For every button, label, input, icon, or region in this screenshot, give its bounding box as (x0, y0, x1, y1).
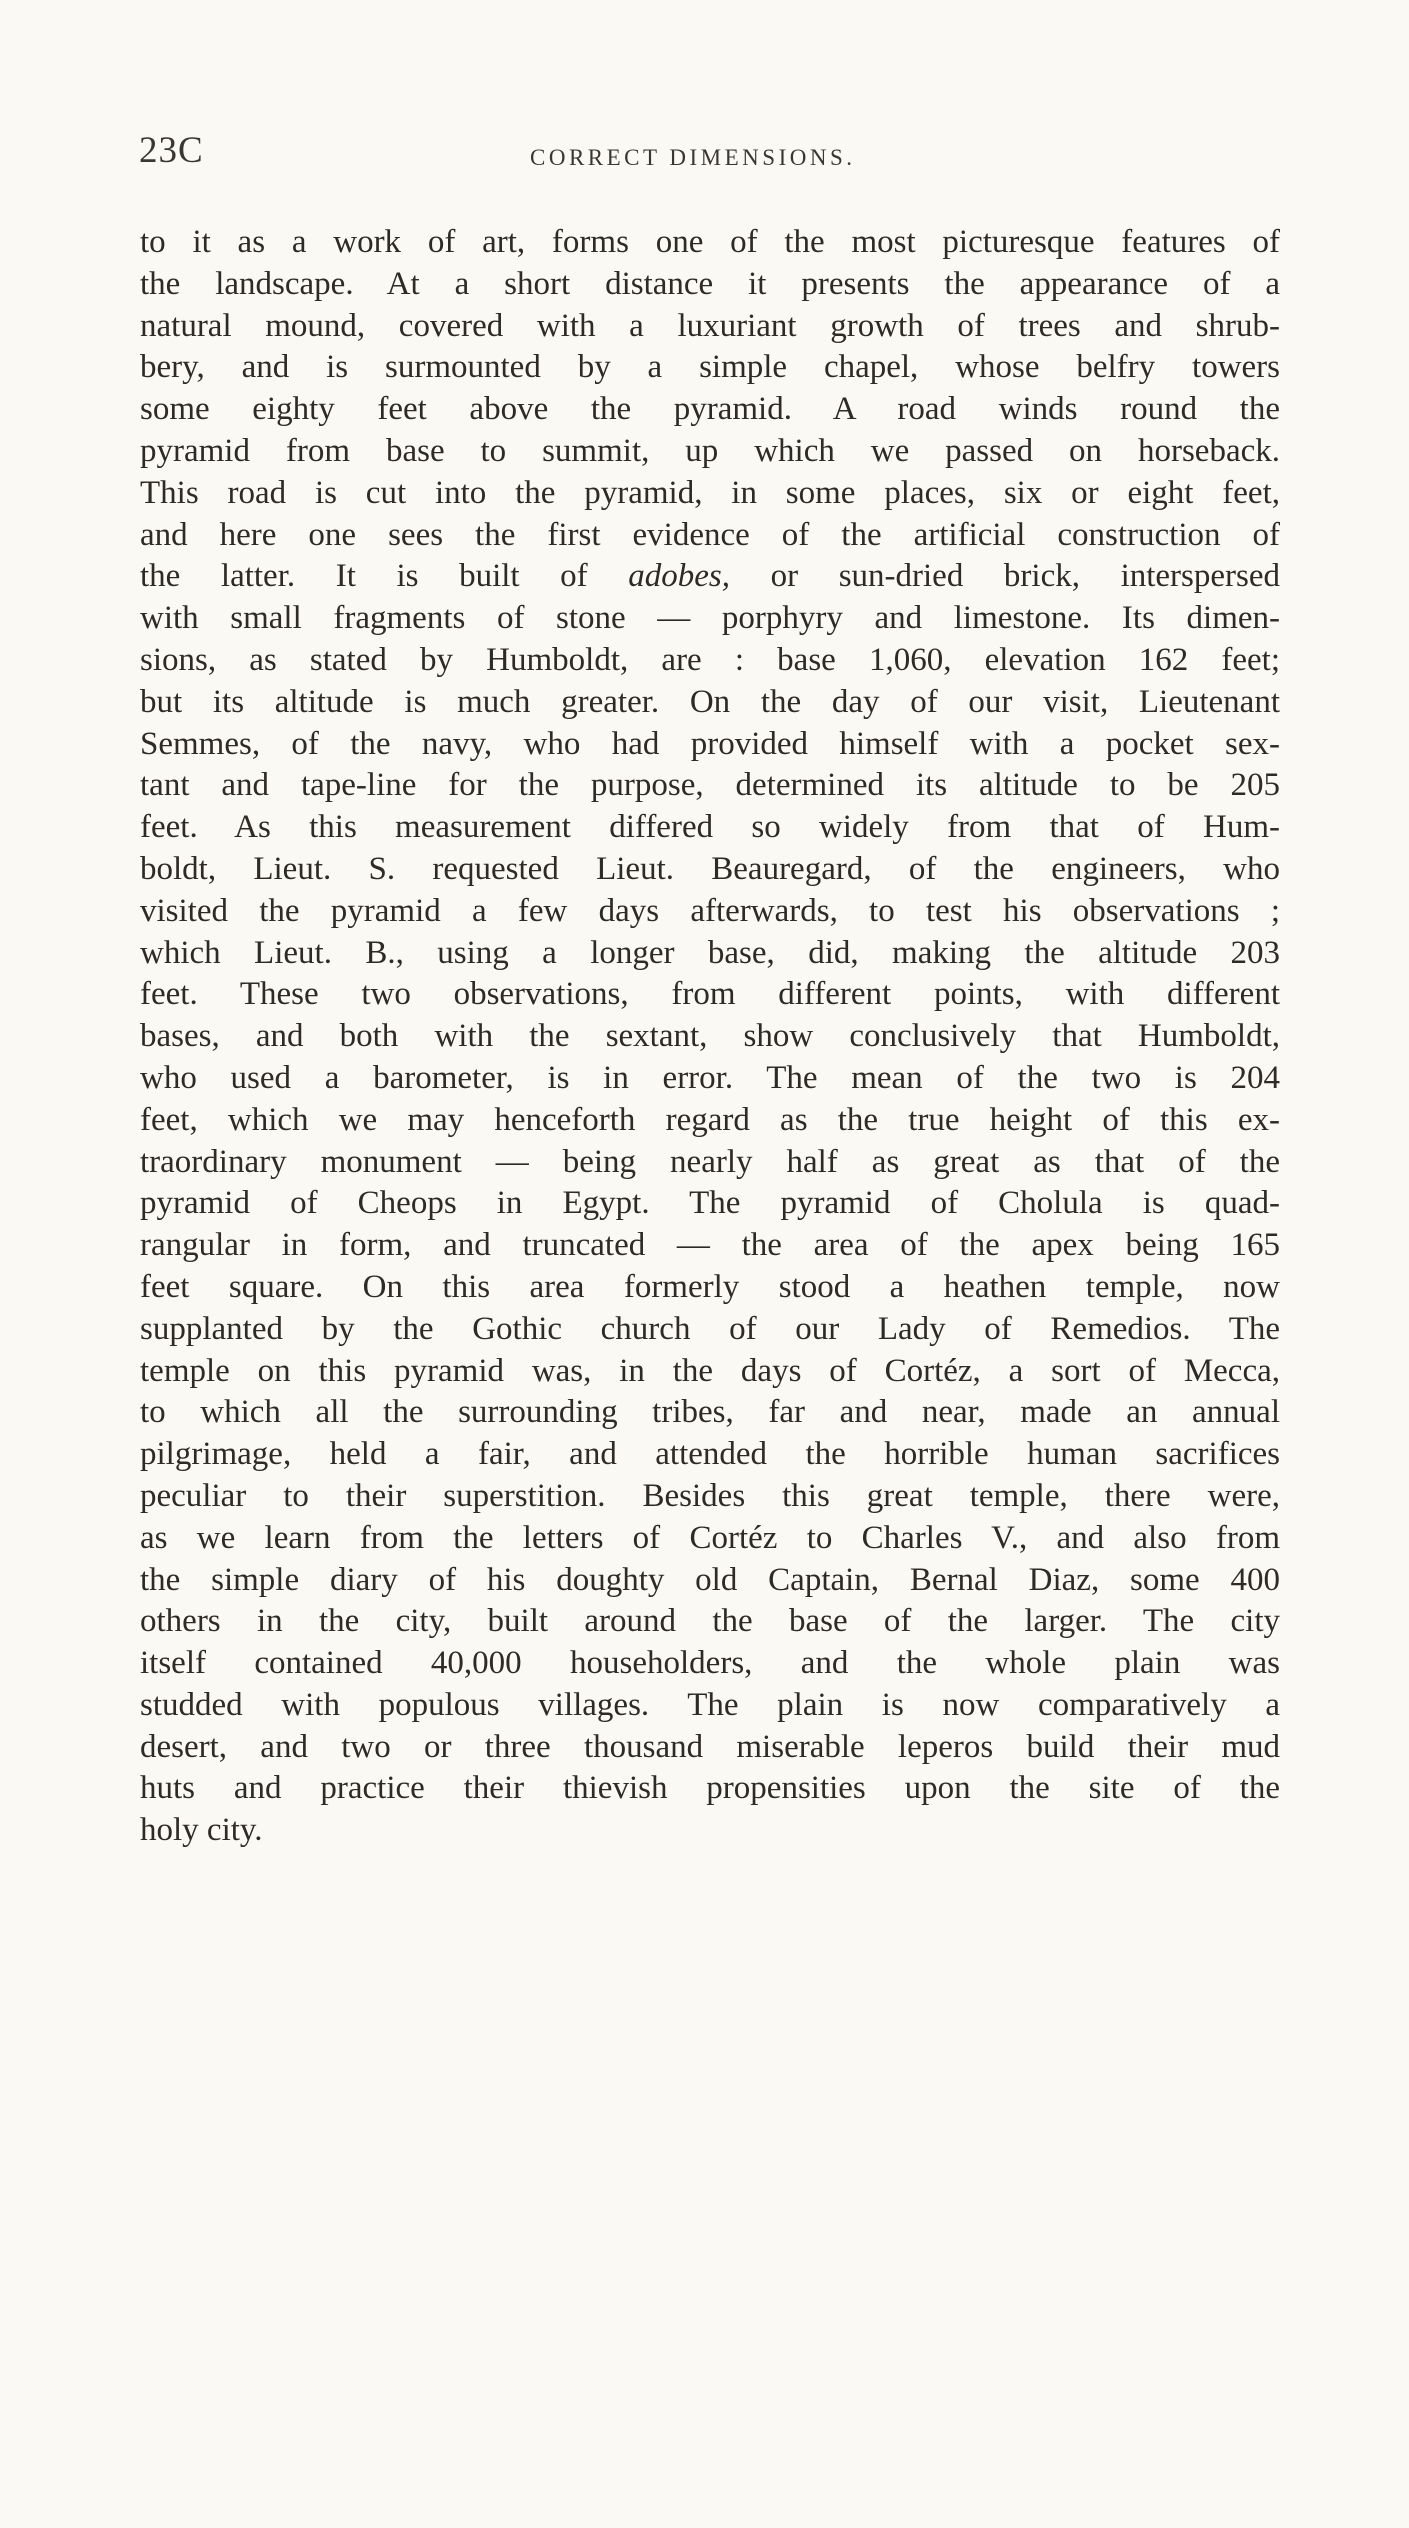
text-line: the landscape. At a short distance it presents the appearance of a (140, 265, 1280, 302)
text-line: but its altitude is much greater. On the day of our visit, Lieutenant (140, 683, 1280, 720)
page-number: 23C (139, 130, 204, 171)
text-line: tant and tape-line for the purpose, determined its altitude to be 205 (140, 767, 1280, 804)
running-title: CORRECT DIMENSIONS. (530, 145, 856, 170)
text-line: pyramid from base to summit, up which we passed on horseback. (140, 432, 1280, 469)
text-line: to which all the surrounding tribes, far and near, made an annual (140, 1394, 1280, 1431)
text-line: studded with populous villages. The plain is now comparatively a (140, 1686, 1280, 1723)
text-line-final: holy city. (140, 1812, 263, 1849)
text-line: feet square. On this area formerly stood a heathen temple, now (140, 1268, 1280, 1305)
text-line: to it as a work of art, forms one of the most picturesque features of (140, 224, 1280, 260)
text-line: feet. As this measurement differed so widely from that of Hum- (140, 809, 1280, 846)
text-line: visited the pyramid a few days afterwards, to test his observations ; (140, 892, 1280, 929)
text-line: rangular in form, and truncated — the area of the apex being 165 (140, 1227, 1280, 1264)
text-line: feet. These two observations, from different points, with different (140, 976, 1280, 1013)
text-segment: or sun-dried brick, interspersed (770, 558, 1281, 595)
text-line: feet, which we may henceforth regard as the true height of this ex- (140, 1101, 1280, 1138)
text-segment: the latter. It is built of (140, 558, 588, 595)
text-line: huts and practice their thievish propensities upon the site of the (140, 1770, 1280, 1807)
text-line: which Lieut. B., using a longer base, did, making the altitude 203 (140, 934, 1280, 971)
text-line: sions, as stated by Humboldt, are : base 1,060, elevation 162 feet; (140, 641, 1280, 678)
text-line: peculiar to their superstition. Besides this great temple, there were, (140, 1477, 1280, 1514)
text-line: who used a barometer, is in error. The mean of the two is 204 (140, 1059, 1280, 1096)
text-line: others in the city, built around the base of the larger. The city (140, 1603, 1280, 1640)
text-line: the simple diary of his doughty old Captain, Bernal Diaz, some 400 (140, 1561, 1280, 1598)
text-line-with-italic (140, 556, 1280, 598)
text-line: pyramid of Cheops in Egypt. The pyramid of Cholula is quad- (140, 1185, 1280, 1222)
text-line: itself contained 40,000 householders, and the whole plain was (140, 1645, 1280, 1682)
text-line: bases, and both with the sextant, show conclusively that Humboldt, (140, 1018, 1280, 1055)
text-line: boldt, Lieut. S. requested Lieut. Beauregard, of the engineers, who (140, 850, 1280, 887)
text-line: bery, and is surmounted by a simple chapel, whose belfry towers (140, 349, 1280, 386)
text-line: traordinary monument — being nearly half as great as that of the (140, 1143, 1280, 1180)
text-line: with small fragments of stone — porphyry and limestone. Its dimen- (140, 600, 1280, 637)
text-line: This road is cut into the pyramid, in some places, six or eight feet, (140, 474, 1280, 511)
text-line: supplanted by the Gothic church of our Lady of Remedios. The (140, 1310, 1280, 1347)
text-line: as we learn from the letters of Cortéz to Charles V., and also from (140, 1519, 1280, 1556)
text-line: natural mound, covered with a luxuriant growth of trees and shrub- (140, 307, 1280, 344)
text-line: some eighty feet above the pyramid. A road winds round the (140, 391, 1280, 428)
text-line: and here one sees the first evidence of the artificial construction of (140, 516, 1280, 553)
text-line: Semmes, of the navy, who had provided himself with a pocket sex- (140, 725, 1280, 762)
text-line: temple on this pyramid was, in the days of Cortéz, a sort of Mecca, (140, 1352, 1280, 1389)
text-line: pilgrimage, held a fair, and attended the horrible human sacrifices (140, 1436, 1280, 1473)
text-line: desert, and two or three thousand miserable leperos build their mud (140, 1728, 1280, 1765)
italic-term: adobes, (628, 558, 731, 595)
body-paragraph (140, 222, 1280, 1852)
